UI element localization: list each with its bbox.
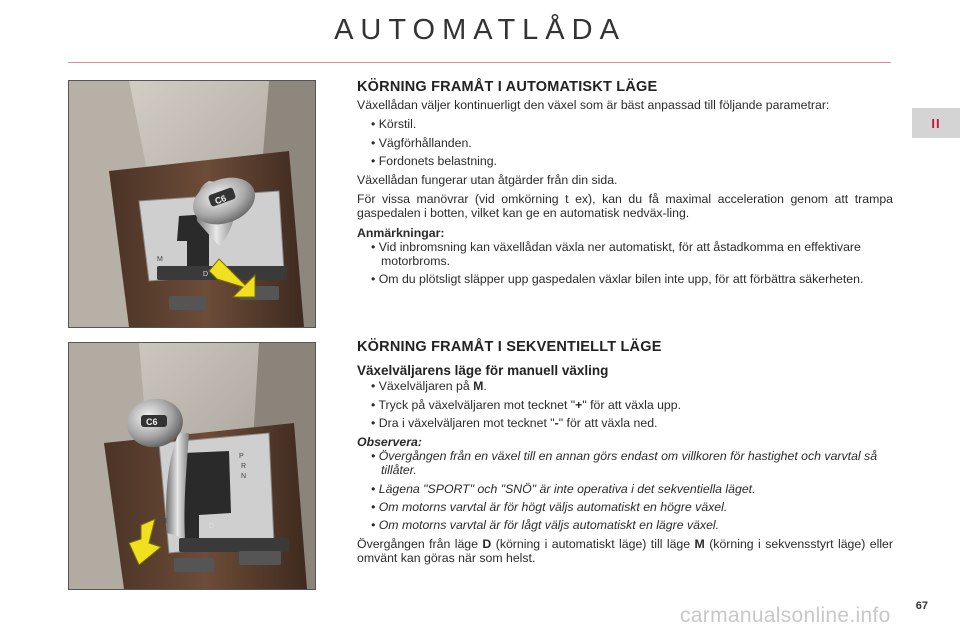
parameter-list: [357, 117, 893, 168]
list-item: • Vid inbromsning kan växellådan växla ner automatiskt, för att åstadkomma en effektivare motorbroms.: [371, 240, 893, 268]
gate-label-d-2: D: [209, 523, 215, 530]
list-item: • Övergången från en växel till en annan görs endast om villkoren för hastighet och varvtal så tillåter.: [371, 449, 893, 477]
gear-selector-illustration-1: [69, 81, 315, 327]
knob-logo-1: C6: [213, 192, 228, 207]
list-item: • Dra i växelväljaren mot tecknet "-" för att växla ned.: [371, 416, 893, 430]
paragraph-kickdown: För vissa manövrar (vid omkörning t ex), kan du få maximal acceleration genom att trampa gaspedalen i botten, vilket kan ge en automatisk nedväx-ling.: [357, 192, 893, 221]
list-item: • Vägförhållanden.: [371, 136, 893, 150]
title-divider: [68, 62, 891, 63]
subheading-manual-shift: Växelväljarens läge för manuell växling: [357, 363, 609, 379]
heading-automatic-mode: KÖRNING FRAMÅT I AUTOMATISKT LÄGE: [357, 79, 658, 95]
gate-label-m-2: M: [161, 518, 167, 525]
list-item: • Växelväljaren på M.: [371, 379, 893, 393]
notes-label: Anmärkningar:: [357, 225, 445, 240]
watermark: carmanualsonline.info: [680, 604, 891, 627]
observe-list: [357, 449, 893, 532]
observe-label: Observera:: [357, 435, 422, 450]
page-number: 67: [915, 600, 928, 612]
knob-logo-2: C6: [146, 417, 158, 427]
page-title: AUTOMATLÅDA: [334, 14, 626, 46]
list-item: • Om motorns varvtal är för lågt väljs automatiskt en lägre växel.: [371, 518, 893, 532]
paragraph-no-action: Växellådan fungerar utan åtgärder från din sida.: [357, 173, 618, 188]
list-item: • Körstil.: [371, 117, 893, 131]
steps-list: [357, 379, 893, 430]
notes-list: [357, 240, 893, 287]
intro-paragraph: Växellådan väljer kontinuerligt den växel som är bäst anpassad till följande parametrar:: [357, 98, 830, 113]
list-item: • Om motorns varvtal är för högt väljs automatiskt en högre växel.: [371, 500, 893, 514]
section-automatic-mode: [357, 80, 893, 291]
gate-label-r-2: R: [241, 463, 247, 470]
chapter-tab[interactable]: II: [912, 108, 960, 138]
gate-label-p-2: P: [239, 453, 244, 460]
list-item: • Lägena "SPORT" och "SNÖ" är inte operativa i det sekventiella läget.: [371, 482, 893, 496]
photo-automatic-gear-selector: [68, 80, 316, 328]
photo-sequential-gear-selector: [68, 342, 316, 590]
list-item: • Tryck på växelväljaren mot tecknet "+" för att växla upp.: [371, 398, 893, 412]
section-sequential-mode: [357, 340, 893, 571]
paragraph-mode-switch: Övergången från läge D (körning i automatiskt läge) till läge M (körning i sekvensstyrt läge) eller omvänt kan göras när som helst.: [357, 537, 893, 566]
gear-selector-illustration-2: [69, 343, 315, 589]
gate-label-n-2: N: [241, 473, 247, 480]
gate-label-m-1: M: [157, 256, 163, 263]
list-item: • Fordonets belastning.: [371, 154, 893, 168]
heading-sequential-mode: KÖRNING FRAMÅT I SEKVENTIELLT LÄGE: [357, 339, 662, 355]
list-item: • Om du plötsligt släpper upp gaspedalen växlar bilen inte upp, för att förbättra säkerheten.: [371, 272, 893, 286]
gate-label-d-1: D: [203, 271, 209, 278]
